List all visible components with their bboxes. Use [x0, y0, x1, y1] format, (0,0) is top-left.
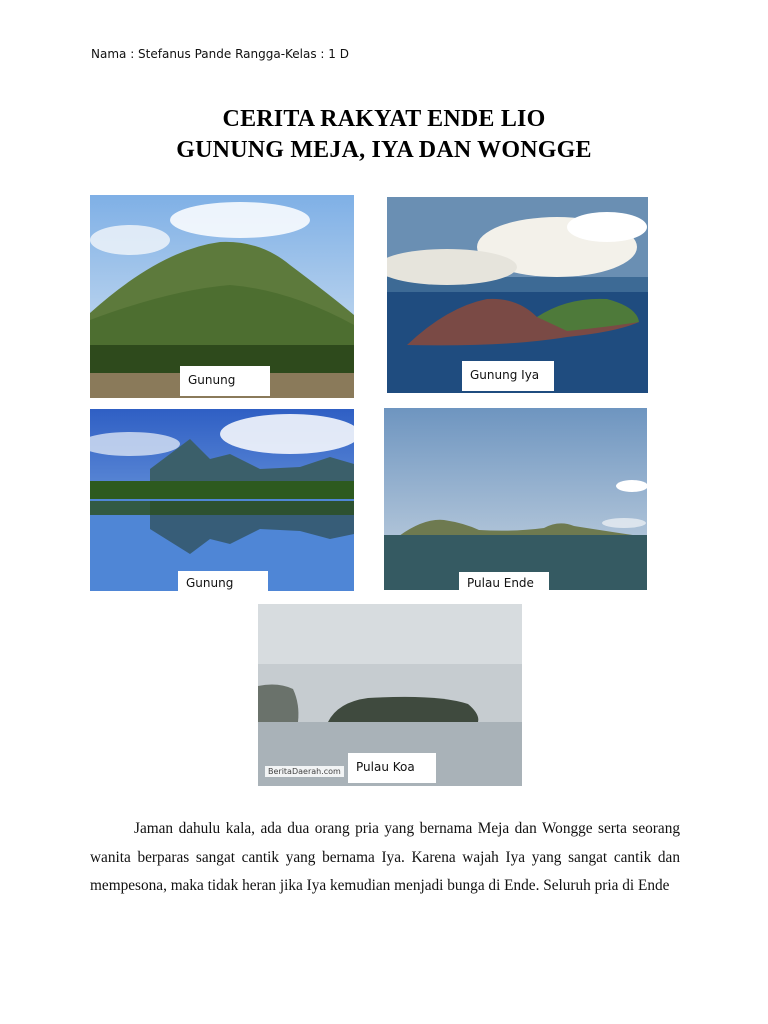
student-name-line: Nama : Stefanus Pande Rangga-Kelas : 1 D	[91, 47, 349, 61]
caption-pulau-ende: Pulau Ende	[459, 572, 549, 594]
caption-pulau-koa: Pulau Koa	[348, 753, 436, 783]
photo-pulau-ende	[384, 408, 647, 590]
caption-gunung-2: Gunung	[178, 571, 268, 595]
photo-gunung-wongge	[90, 409, 354, 591]
story-paragraph: Jaman dahulu kala, ada dua orang pria yang bernama Meja dan Wongge serta seorang wanita berparas sangat cantik yang bernama Iya. Karena wajah Iya yang sangat cantik dan mempesona, maka tidak heran jika Iya kemudian menjadi bunga di Ende. Seluruh pria di Ende	[90, 820, 680, 894]
caption-gunung-iya: Gunung Iya	[462, 361, 554, 391]
page-title-line-2: GUNUNG MEJA, IYA DAN WONGGE	[176, 137, 592, 163]
caption-gunung-1: Gunung	[180, 366, 270, 396]
watermark-berita-daerah: BeritaDaerah.com	[265, 766, 344, 777]
page-title-line-1: CERITA RAKYAT ENDE LIO	[222, 106, 546, 132]
